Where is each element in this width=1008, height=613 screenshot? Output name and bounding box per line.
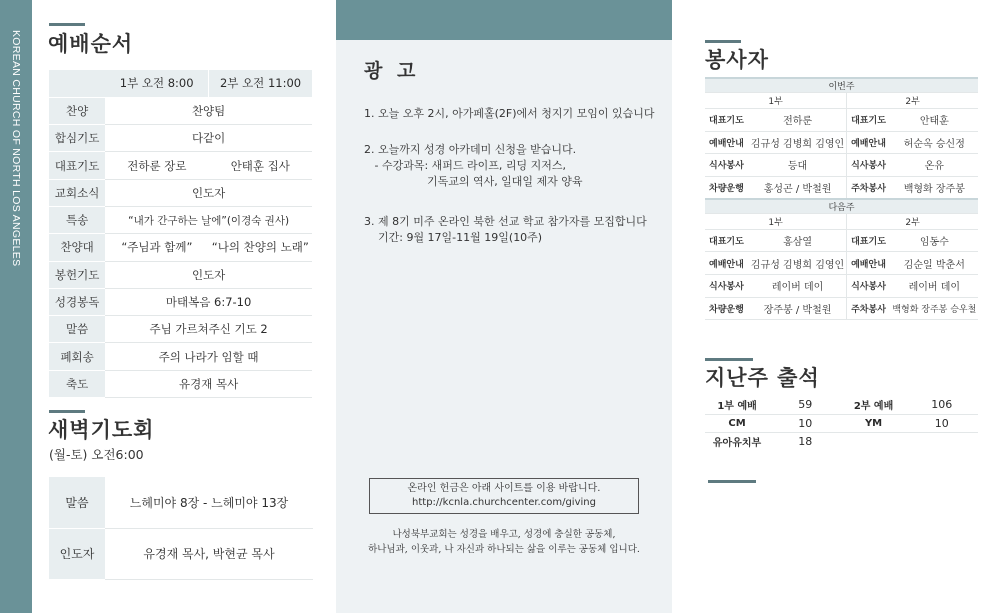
announcement-item: 2. 오늘까지 성경 아카데미 신청을 받습니다. - 수강과목: 새퍼드 라이프, 리딩 지저스, 기독교의 역사, 일대일 제자 양육 — [364, 143, 583, 188]
attendance-label: CM — [705, 414, 769, 432]
online-giving-box — [369, 478, 639, 514]
role-label: 예배안내 — [705, 131, 749, 154]
part2-label: 2부 — [847, 213, 978, 229]
attendance-label — [841, 432, 905, 450]
role-label: 대표기도 — [705, 229, 749, 252]
volunteer-row — [705, 297, 978, 320]
role-label: 식사봉사 — [705, 154, 749, 177]
header-empty — [49, 70, 105, 97]
announcement-item: 1. 오늘 오후 2시, 아가페홀(2F)에서 청지기 모임이 있습니다 — [364, 107, 655, 120]
row-label: 봉헌기도 — [49, 261, 105, 288]
volunteer-row — [705, 275, 978, 298]
dawn-table — [49, 477, 313, 580]
row-label: 축도 — [49, 370, 105, 397]
attendance-title-rule — [705, 358, 753, 361]
row-label: 찬양 — [49, 97, 105, 124]
attendance-value — [906, 432, 978, 450]
role-value: 홍삼열 — [749, 229, 847, 252]
volunteer-title-rule — [705, 40, 741, 43]
worship-title: 예배순서 — [48, 31, 134, 56]
attendance-label: YM — [841, 414, 905, 432]
worship-row — [49, 316, 312, 343]
row-value: 유경재 목사 — [105, 370, 312, 397]
role-label: 대표기도 — [847, 229, 891, 252]
row-value: 찬양팀 — [105, 97, 312, 124]
part-header — [705, 213, 978, 229]
announcement-header-band — [336, 0, 672, 40]
role-value: 전하룬 — [749, 109, 847, 132]
row-value: 주님 가르쳐주신 기도 2 — [105, 316, 312, 343]
service1-label: 1부 오전 8:00 — [105, 70, 208, 97]
dawn-subtitle: (월-토) 오전6:00 — [49, 447, 144, 462]
role-value: 김규성 김병희 김영인 — [749, 252, 847, 275]
attendance-title: 지난주 출석 — [705, 365, 820, 390]
row-value: 주의 나라가 임할 때 — [105, 343, 312, 370]
role-label: 주차봉사 — [847, 297, 891, 320]
role-label: 예배안내 — [847, 131, 891, 154]
attendance-row — [705, 414, 978, 432]
church-name-vertical: KOREAN CHURCH OF NORTH LOS ANGELES — [10, 30, 22, 267]
role-value: 김순일 박춘서 — [891, 252, 978, 275]
row-label: 말씀 — [49, 477, 105, 528]
row-label: 대표기도 — [49, 152, 105, 179]
worship-row — [49, 206, 312, 233]
row-label: 성경봉독 — [49, 288, 105, 315]
attendance-row — [705, 432, 978, 450]
row-value: 마태복음 6:7-10 — [105, 288, 312, 315]
row-label: 교회소식 — [49, 179, 105, 206]
part-header — [705, 93, 978, 109]
worship-row — [49, 152, 312, 179]
worship-order-table — [49, 70, 312, 398]
role-label: 주차봉사 — [847, 176, 891, 199]
row-value-2: 안태훈 집사 — [209, 152, 312, 179]
row-label: 폐회송 — [49, 343, 105, 370]
volunteer-row — [705, 109, 978, 132]
week-header — [705, 199, 978, 214]
this-week-label: 이번주 — [705, 78, 978, 93]
giving-text: 온라인 헌금은 아래 사이트를 이용 바랍니다. — [407, 483, 601, 494]
worship-row — [49, 370, 312, 397]
volunteer-row — [705, 252, 978, 275]
row-label: 말씀 — [49, 316, 105, 343]
role-label: 대표기도 — [847, 109, 891, 132]
worship-header-row — [49, 70, 312, 97]
role-value: 김규성 김병희 김영인 — [749, 131, 847, 154]
attendance-value: 18 — [798, 434, 813, 448]
row-value-1: “주님과 함께” — [105, 234, 208, 261]
worship-row — [49, 234, 312, 261]
worship-row — [49, 125, 312, 152]
role-label: 차량운행 — [705, 176, 749, 199]
worship-title-rule — [49, 23, 85, 26]
announcement-item: 3. 제 8기 미주 온라인 북한 선교 학교 참가자를 모집합니다 기간: 9월 17일-11월 19일(10주) — [364, 215, 647, 244]
row-value: 다같이 — [105, 125, 312, 152]
attendance-value: 106 — [906, 396, 978, 414]
dawn-title: 새벽기도회 — [48, 417, 155, 442]
attendance-value: 10 — [769, 414, 841, 432]
worship-row — [49, 288, 312, 315]
worship-row — [49, 179, 312, 206]
bottom-rule — [708, 480, 756, 483]
role-label: 식사봉사 — [705, 275, 749, 298]
role-value: 백형화 장주봉 승우철 — [891, 297, 978, 320]
row-value-2: “나의 찬양의 노래” — [209, 234, 312, 261]
announcement-panel — [336, 0, 672, 613]
volunteer-row — [705, 154, 978, 177]
volunteer-row — [705, 131, 978, 154]
role-value: 임동수 — [891, 229, 978, 252]
role-label: 식사봉사 — [847, 275, 891, 298]
volunteer-row — [705, 229, 978, 252]
row-value: 느헤미야 8장 - 느헤미야 13장 — [105, 477, 313, 528]
role-value: 장주봉 / 박철원 — [749, 297, 847, 320]
attendance-label: 1부 예배 — [705, 396, 769, 414]
part2-label: 2부 — [847, 93, 978, 109]
attendance-value: 59 — [769, 396, 841, 414]
part1-label: 1부 — [705, 213, 847, 229]
row-label: 합심기도 — [49, 125, 105, 152]
service2-label: 2부 오전 11:00 — [209, 70, 312, 97]
row-value: 유경재 목사, 박현균 목사 — [105, 528, 313, 579]
dawn-title-rule — [49, 410, 85, 413]
row-label: 특송 — [49, 206, 105, 233]
row-value: 인도자 — [105, 179, 312, 206]
worship-row — [49, 97, 312, 124]
role-value: 온유 — [891, 154, 978, 177]
role-value: 안태훈 — [891, 109, 978, 132]
role-value: 백형화 장주봉 — [891, 176, 978, 199]
worship-row — [49, 343, 312, 370]
attendance-label: 유아유치부 — [712, 437, 762, 449]
attendance-value: 10 — [906, 414, 978, 432]
role-label: 예배안내 — [705, 252, 749, 275]
row-label: 인도자 — [49, 528, 105, 579]
role-label: 예배안내 — [847, 252, 891, 275]
attendance-table — [705, 396, 978, 450]
role-value: 홍성곤 / 박철원 — [749, 176, 847, 199]
announcement-title: 광 고 — [364, 60, 420, 82]
attendance-label: 2부 예배 — [841, 396, 905, 414]
church-motto-line: 하나님과, 이웃과, 나 자신과 하나되는 삶을 이루는 공동체 입니다. — [368, 544, 640, 555]
week-header — [705, 78, 978, 93]
attendance-row — [705, 396, 978, 414]
volunteer-row — [705, 176, 978, 199]
role-value: 허순옥 승신정 — [891, 131, 978, 154]
role-label: 차량운행 — [705, 297, 749, 320]
dawn-row — [49, 528, 313, 579]
role-value: 레이버 데이 — [891, 275, 978, 298]
volunteer-title: 봉사자 — [705, 47, 769, 72]
row-value: 인도자 — [105, 261, 312, 288]
row-label: 찬양대 — [49, 234, 105, 261]
part1-label: 1부 — [705, 93, 847, 109]
role-label: 식사봉사 — [847, 154, 891, 177]
volunteer-table — [705, 77, 978, 320]
role-value: 등대 — [749, 154, 847, 177]
row-value: “내가 간구하는 날에”(이경숙 권사) — [105, 206, 312, 233]
dawn-row — [49, 477, 313, 528]
worship-row — [49, 261, 312, 288]
role-value: 레이버 데이 — [749, 275, 847, 298]
role-label: 대표기도 — [705, 109, 749, 132]
giving-link[interactable]: http://kcnla.churchcenter.com/giving — [412, 497, 596, 508]
church-motto-line: 나성북부교회는 성경을 배우고, 성경에 충실한 공동체, — [392, 529, 616, 540]
row-value-1: 전하룬 장로 — [105, 152, 208, 179]
next-week-label: 다음주 — [705, 199, 978, 214]
